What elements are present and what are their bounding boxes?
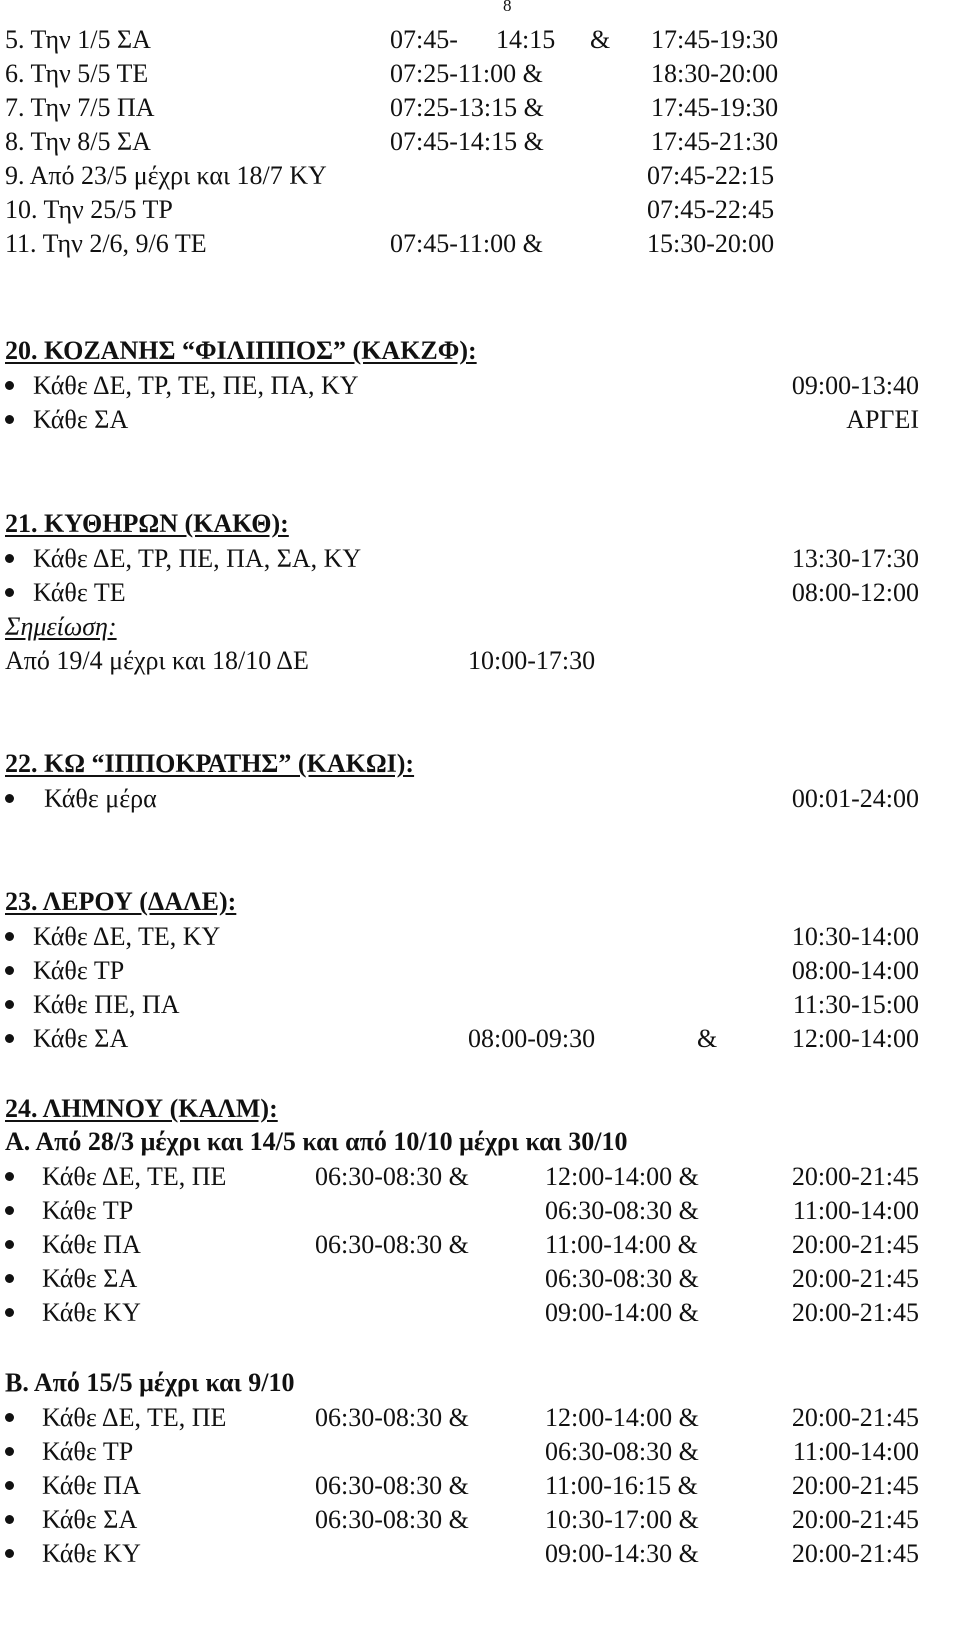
schedule-label: Κάθε ΔΕ, ΤΡ, ΤΕ, ΠΕ, ΠΑ, ΚΥ bbox=[33, 371, 359, 400]
bullet-icon bbox=[5, 966, 14, 975]
schedule-time: 11:00-14:00 & bbox=[545, 1230, 698, 1259]
schedule-label: Κάθε ΔΕ, ΤΕ, ΠΕ bbox=[42, 1403, 227, 1432]
bullet-icon bbox=[5, 1172, 14, 1181]
schedule-time: 20:00-21:45 bbox=[791, 1471, 919, 1500]
bullet-icon bbox=[5, 794, 14, 803]
schedule-time: 07:45- bbox=[390, 25, 458, 54]
period-title-b: Β. Από 15/5 μέχρι και 9/10 bbox=[5, 1368, 295, 1397]
schedule-time: 07:45-22:15 bbox=[647, 161, 775, 190]
section-title-kos: 22. ΚΩ “ΙΠΠΟΚΡΑΤΗΣ” (ΚΑΚΩΙ): bbox=[5, 749, 415, 778]
list-item bbox=[5, 541, 919, 577]
list-item bbox=[5, 1295, 919, 1331]
list-item bbox=[5, 1227, 919, 1263]
schedule-time: 11:00-16:15 & bbox=[545, 1471, 698, 1500]
schedule-time: 06:30-08:30 & bbox=[315, 1162, 469, 1191]
schedule-line-5 bbox=[5, 22, 905, 58]
schedule-time: 00:01-24:00 bbox=[791, 784, 919, 813]
section-title-kythira: 21. ΚΥΘΗΡΩΝ (ΚΑΚΘ): bbox=[5, 509, 289, 538]
schedule-line-6 bbox=[5, 56, 905, 92]
schedule-time: 20:00-21:45 bbox=[791, 1230, 919, 1259]
schedule-label: Κάθε ΔΕ, ΤΕ, ΚΥ bbox=[33, 922, 221, 951]
list-item bbox=[5, 1159, 919, 1195]
list-item bbox=[5, 953, 919, 989]
schedule-time: 09:00-14:00 & bbox=[545, 1298, 699, 1327]
schedule-time: 17:45-19:30 bbox=[651, 93, 779, 122]
list-item bbox=[5, 1536, 919, 1572]
schedule-time: 20:00-21:45 bbox=[791, 1539, 919, 1568]
schedule-time: 20:00-21:45 bbox=[791, 1298, 919, 1327]
schedule-time: 07:45-14:15 & bbox=[390, 127, 544, 156]
schedule-time: 17:45-19:30 bbox=[651, 25, 779, 54]
list-item bbox=[5, 368, 919, 404]
schedule-time: 10:30-14:00 bbox=[791, 922, 919, 951]
schedule-time: 12:00-14:00 & bbox=[545, 1162, 699, 1191]
schedule-label: Κάθε ΚΥ bbox=[42, 1298, 141, 1327]
bullet-icon bbox=[5, 1549, 14, 1558]
schedule-time: 15:30-20:00 bbox=[647, 229, 775, 258]
bullet-icon bbox=[5, 1034, 14, 1043]
bullet-icon bbox=[5, 1515, 14, 1524]
schedule-label: Κάθε ΤΕ bbox=[33, 578, 126, 607]
list-item bbox=[5, 919, 919, 955]
schedule-time: 17:45-21:30 bbox=[651, 127, 779, 156]
schedule-time: 06:30-08:30 & bbox=[315, 1471, 469, 1500]
schedule-time: 11:00-14:00 bbox=[792, 1437, 919, 1466]
schedule-time: 13:30-17:30 bbox=[791, 544, 919, 573]
list-item bbox=[5, 402, 919, 438]
bullet-icon bbox=[5, 415, 14, 424]
schedule-time: 18:30-20:00 bbox=[651, 59, 779, 88]
list-item bbox=[5, 1434, 919, 1470]
schedule-label: Κάθε ΣΑ bbox=[33, 405, 129, 434]
bullet-icon bbox=[5, 554, 14, 563]
schedule-line-9 bbox=[5, 158, 905, 194]
list-item bbox=[5, 1261, 919, 1297]
schedule-time: 06:30-08:30 & bbox=[545, 1196, 699, 1225]
schedule-time: 06:30-08:30 & bbox=[315, 1403, 469, 1432]
schedule-label: Κάθε ΤΡ bbox=[42, 1437, 134, 1466]
bullet-icon bbox=[5, 1000, 14, 1009]
schedule-line-11 bbox=[5, 226, 905, 262]
schedule-time: 08:00-09:30 bbox=[468, 1024, 596, 1053]
note-time: 10:00-17:30 bbox=[468, 646, 596, 675]
schedule-time: 09:00-14:30 & bbox=[545, 1539, 699, 1568]
list-item bbox=[5, 781, 919, 817]
schedule-time: 20:00-21:45 bbox=[791, 1505, 919, 1534]
bullet-icon bbox=[5, 1274, 14, 1283]
note-line bbox=[5, 643, 919, 679]
section-title-leros: 23. ΛΕΡΟΥ (ΔΑΛΕ): bbox=[5, 887, 237, 916]
schedule-line-10 bbox=[5, 192, 905, 228]
bullet-icon bbox=[5, 1447, 14, 1456]
schedule-time: 20:00-21:45 bbox=[791, 1403, 919, 1432]
schedule-label: Κάθε ΤΡ bbox=[33, 956, 125, 985]
list-item bbox=[5, 1468, 919, 1504]
schedule-time: 20:00-21:45 bbox=[791, 1162, 919, 1191]
bullet-icon bbox=[5, 1413, 14, 1422]
schedule-label: Κάθε ΠΑ bbox=[42, 1230, 141, 1259]
list-item bbox=[5, 1021, 919, 1057]
schedule-time: 08:00-14:00 bbox=[791, 956, 919, 985]
schedule-label: Κάθε ΣΑ bbox=[42, 1505, 138, 1534]
bullet-icon bbox=[5, 932, 14, 941]
schedule-time: 09:00-13:40 bbox=[791, 371, 919, 400]
section-title-limnos: 24. ΛΗΜΝΟΥ (ΚΑΛΜ): bbox=[5, 1094, 278, 1123]
schedule-label: Κάθε ΔΕ, ΤΕ, ΠΕ bbox=[42, 1162, 227, 1191]
schedule-time: 11:00-14:00 bbox=[792, 1196, 919, 1225]
schedule-time: 20:00-21:45 bbox=[791, 1264, 919, 1293]
list-item bbox=[5, 575, 919, 611]
bullet-icon bbox=[5, 381, 14, 390]
schedule-time: 07:45-11:00 & bbox=[390, 229, 543, 258]
schedule-label: Κάθε ΚΥ bbox=[42, 1539, 141, 1568]
schedule-time: 06:30-08:30 & bbox=[315, 1505, 469, 1534]
schedule-time: 06:30-08:30 & bbox=[315, 1230, 469, 1259]
ampersand: & bbox=[697, 1024, 718, 1053]
bullet-icon bbox=[5, 1206, 14, 1215]
schedule-time: 10:30-17:00 & bbox=[545, 1505, 699, 1534]
schedule-label: Κάθε ΣΑ bbox=[33, 1024, 129, 1053]
list-item bbox=[5, 1193, 919, 1229]
note-label: Σημείωση: bbox=[5, 612, 117, 641]
schedule-label: 9. Από 23/5 μέχρι και 18/7 ΚΥ bbox=[5, 161, 327, 190]
schedule-time: 08:00-12:00 bbox=[791, 578, 919, 607]
schedule-time: 07:25-13:15 & bbox=[390, 93, 544, 122]
schedule-time: 07:25-11:00 & bbox=[390, 59, 543, 88]
schedule-time: 06:30-08:30 & bbox=[545, 1437, 699, 1466]
schedule-time: 14:15 bbox=[496, 25, 556, 54]
schedule-label: Κάθε ΤΡ bbox=[42, 1196, 134, 1225]
schedule-line-8 bbox=[5, 124, 905, 160]
list-item bbox=[5, 987, 919, 1023]
schedule-time: 12:00-14:00 bbox=[791, 1024, 919, 1053]
schedule-label: 6. Την 5/5 ΤΕ bbox=[5, 59, 149, 88]
schedule-time: ΑΡΓΕΙ bbox=[846, 405, 919, 434]
list-item bbox=[5, 1502, 919, 1538]
schedule-label: Κάθε ΠΑ bbox=[42, 1471, 141, 1500]
schedule-label: Κάθε ΠΕ, ΠΑ bbox=[33, 990, 180, 1019]
bullet-icon bbox=[5, 588, 14, 597]
schedule-label: 10. Την 25/5 ΤΡ bbox=[5, 195, 173, 224]
schedule-time: 06:30-08:30 & bbox=[545, 1264, 699, 1293]
bullet-icon bbox=[5, 1308, 14, 1317]
schedule-line-7 bbox=[5, 90, 905, 126]
period-title-a: Α. Από 28/3 μέχρι και 14/5 και από 10/10 μέχρι και 30/10 bbox=[5, 1127, 628, 1156]
schedule-label: 8. Την 8/5 ΣΑ bbox=[5, 127, 151, 156]
schedule-label: Κάθε μέρα bbox=[44, 784, 157, 813]
schedule-label: 11. Την 2/6, 9/6 ΤΕ bbox=[5, 229, 207, 258]
schedule-label: 7. Την 7/5 ΠΑ bbox=[5, 93, 155, 122]
schedule-time: 11:30-15:00 bbox=[792, 990, 919, 1019]
bullet-icon bbox=[5, 1481, 14, 1490]
bullet-icon bbox=[5, 1240, 14, 1249]
schedule-label: Κάθε ΔΕ, ΤΡ, ΠΕ, ΠΑ, ΣΑ, ΚΥ bbox=[33, 544, 362, 573]
schedule-time: 07:45-22:45 bbox=[647, 195, 775, 224]
ampersand: & bbox=[590, 25, 611, 54]
schedule-time: 12:00-14:00 & bbox=[545, 1403, 699, 1432]
list-item bbox=[5, 1400, 919, 1436]
section-title-kozani: 20. ΚΟΖΑΝΗΣ “ΦΙΛΙΠΠΟΣ” (ΚΑΚΖΦ): bbox=[5, 336, 477, 365]
schedule-label: 5. Την 1/5 ΣΑ bbox=[5, 25, 151, 54]
page-number: 8 bbox=[503, 0, 512, 15]
note-text: Από 19/4 μέχρι και 18/10 ΔΕ bbox=[5, 646, 309, 675]
schedule-label: Κάθε ΣΑ bbox=[42, 1264, 138, 1293]
